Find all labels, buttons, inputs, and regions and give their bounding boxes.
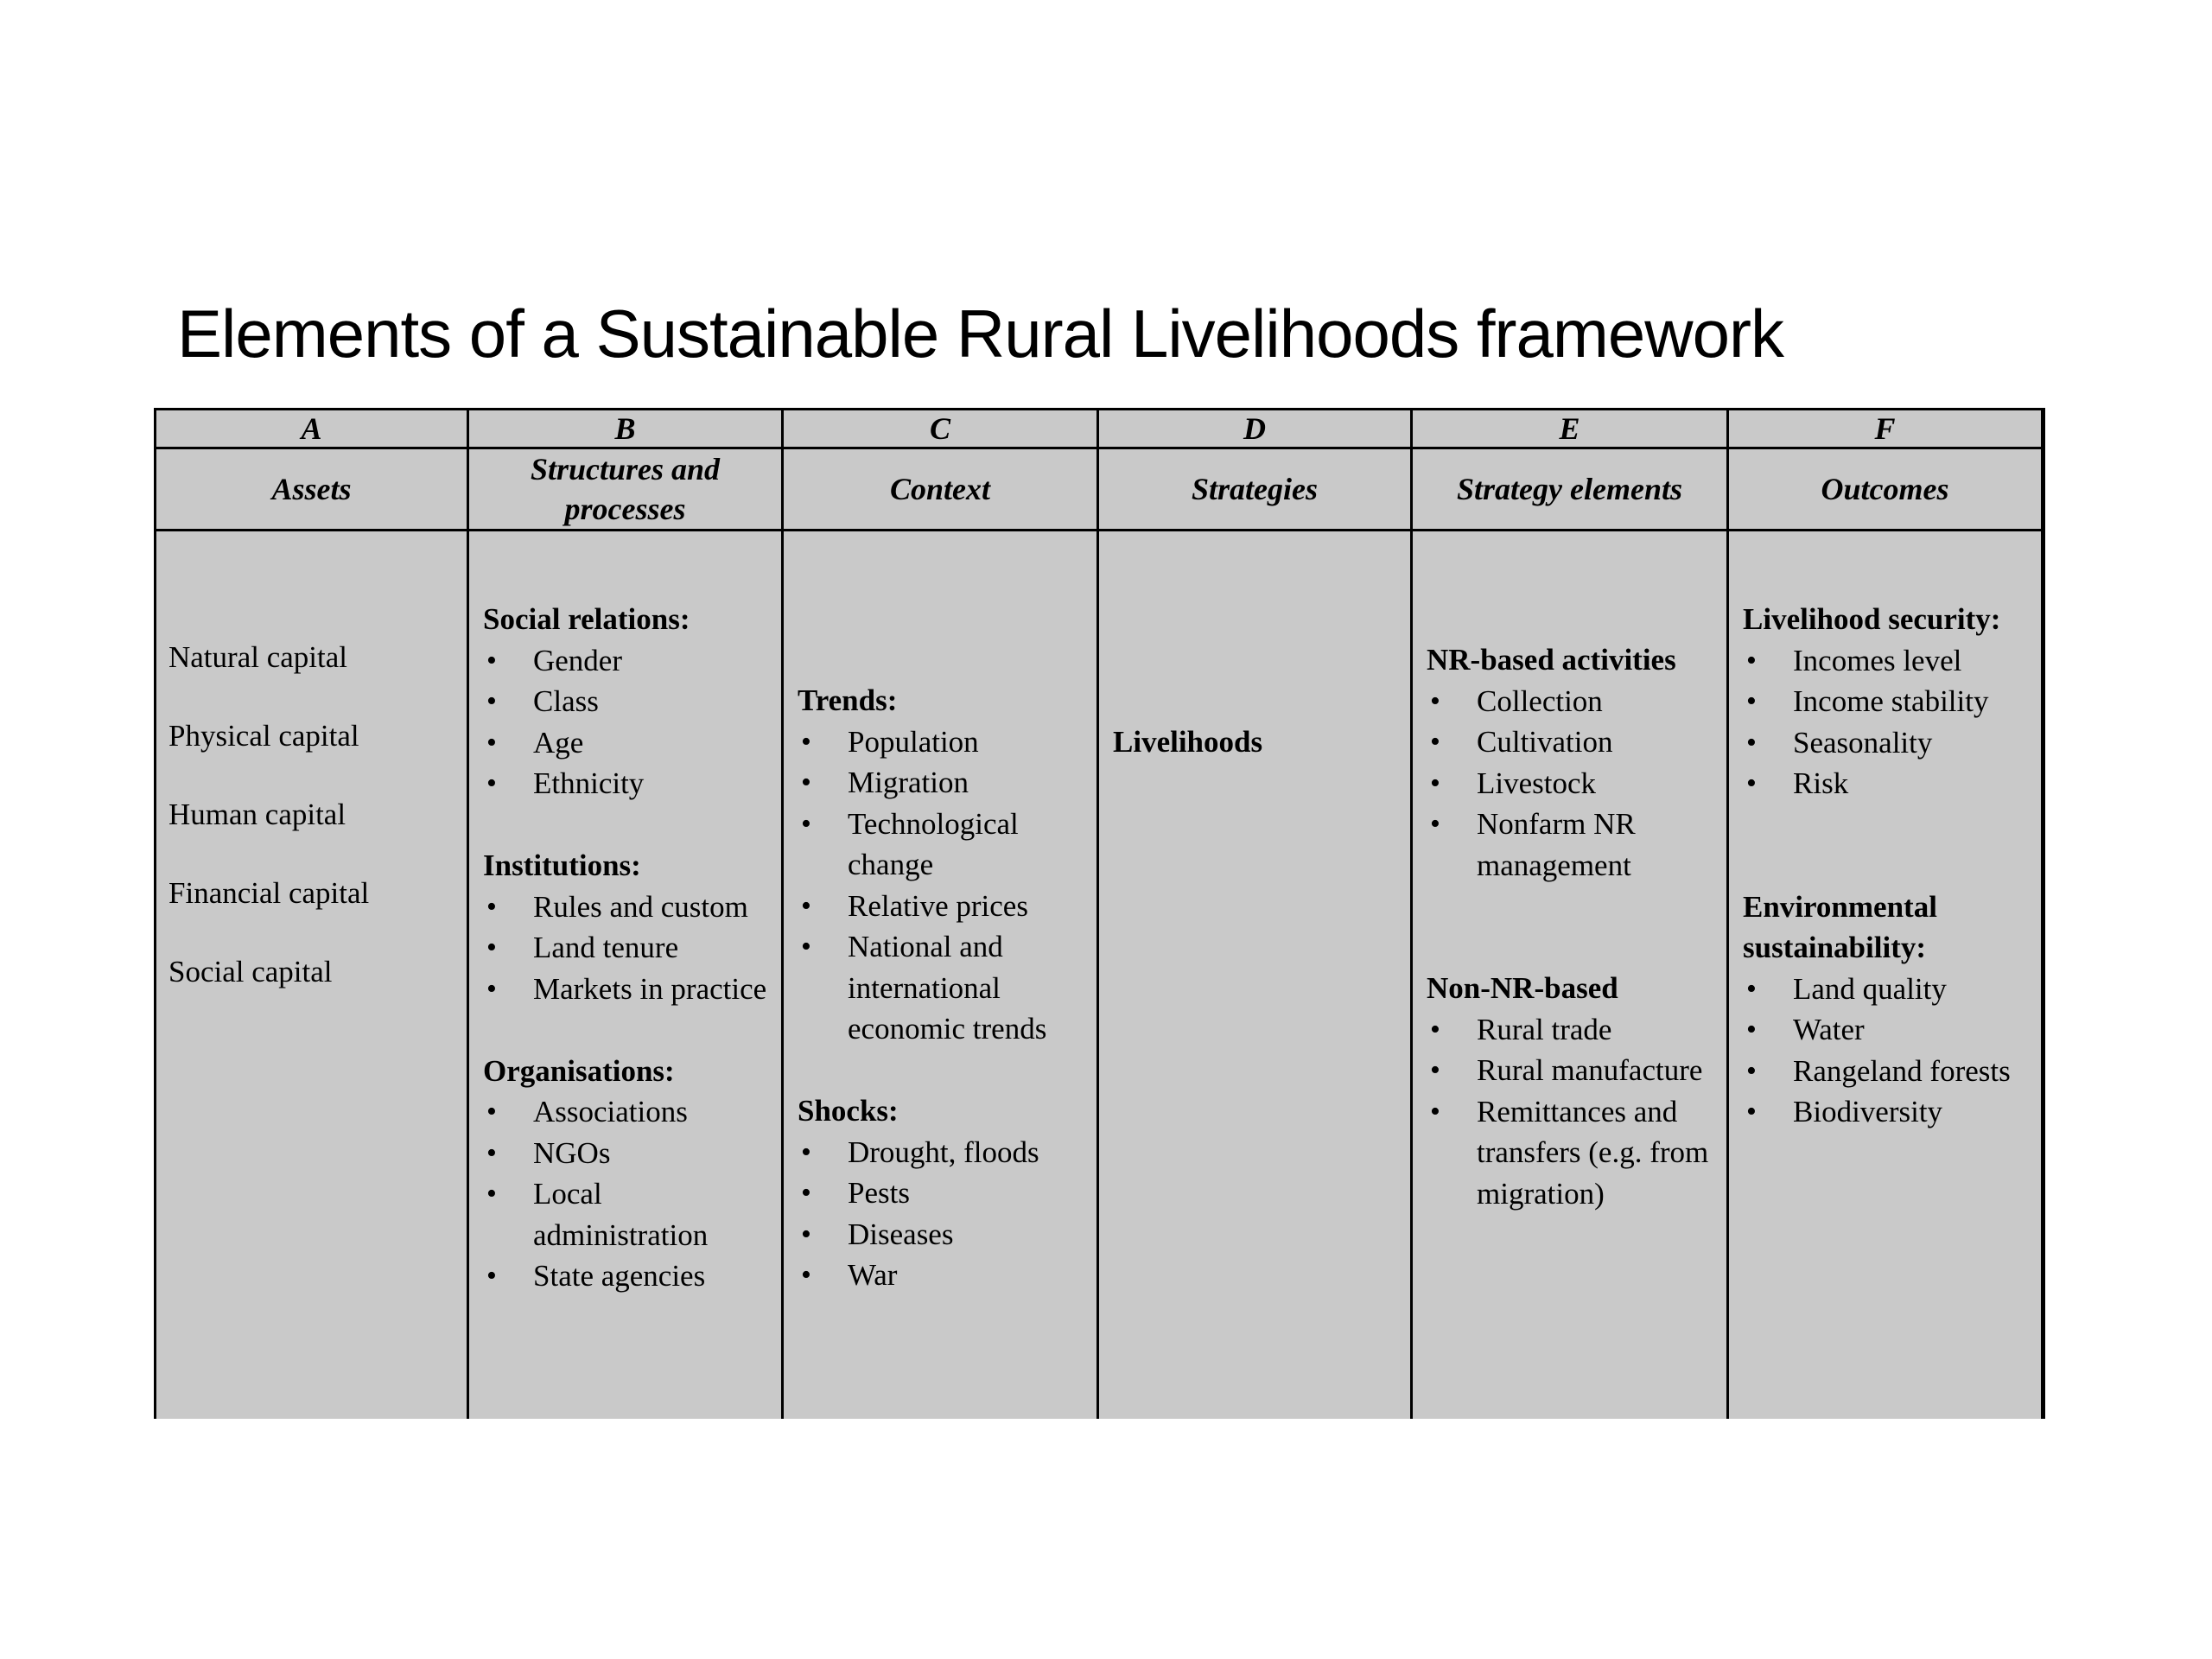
organisations-heading: Organisations: — [483, 1053, 675, 1088]
list-item: • Ethnicity — [483, 763, 767, 804]
list-item: • Rangeland forests — [1743, 1051, 2027, 1092]
list-item: • Land quality — [1743, 969, 2027, 1010]
list-item: • Rural trade — [1427, 1009, 1713, 1051]
livelihoods-label: Livelihoods — [1113, 725, 1263, 759]
organisations-list — [483, 1091, 767, 1297]
non-nr-list — [1427, 1009, 1713, 1215]
asset-item: Financial capital — [168, 876, 370, 910]
list-item: • Rules and custom — [483, 887, 767, 928]
column-letter-d: D — [1098, 410, 1412, 448]
column-header-outcomes: Outcomes — [1728, 448, 2044, 531]
column-letter-b: B — [468, 410, 783, 448]
column-letter-e: E — [1412, 410, 1728, 448]
asset-item: Social capital — [168, 955, 333, 988]
assets-cell — [156, 531, 468, 1420]
framework-table — [154, 408, 2045, 1419]
list-item: • Technological change — [798, 804, 1083, 886]
list-item: • Pests — [798, 1173, 1083, 1214]
asset-item: Human capital — [168, 798, 346, 831]
list-item: • Nonfarm NR management — [1427, 804, 1713, 886]
strategies-cell — [1098, 531, 1412, 1420]
social-relations-heading: Social relations: — [483, 602, 690, 636]
assets-list — [168, 618, 453, 1011]
column-header-structures: Structures and processes — [468, 448, 783, 531]
list-item: • Water — [1743, 1009, 2027, 1051]
non-nr-heading: Non-NR-based — [1427, 971, 1618, 1005]
asset-item: Physical capital — [168, 719, 359, 753]
list-item: • Diseases — [798, 1214, 1083, 1255]
structures-cell — [468, 531, 783, 1420]
column-header-strategy-elements: Strategy elements — [1412, 448, 1728, 531]
outcomes-cell — [1728, 531, 2044, 1420]
list-item: • Gender — [483, 640, 767, 682]
context-cell — [783, 531, 1098, 1420]
list-item: • Land tenure — [483, 927, 767, 969]
list-item: • Seasonality — [1743, 722, 2027, 764]
list-item: • Relative prices — [798, 886, 1083, 927]
strategy-elements-cell — [1412, 531, 1728, 1420]
list-item: • National and international economic trends — [798, 926, 1083, 1050]
asset-item: Natural capital — [168, 640, 347, 674]
list-item: • Biodiversity — [1743, 1091, 2027, 1133]
livelihood-security-list — [1743, 640, 2027, 804]
list-item: • War — [798, 1255, 1083, 1296]
list-item: • Markets in practice — [483, 969, 767, 1010]
shocks-list — [798, 1132, 1083, 1296]
column-header-context: Context — [783, 448, 1098, 531]
list-item: • Remittances and transfers (e.g. from migration) — [1427, 1091, 1713, 1215]
slide-title: Elements of a Sustainable Rural Livelihoods framework — [177, 296, 1783, 372]
list-item: • Associations — [483, 1091, 767, 1133]
column-letter-c: C — [783, 410, 1098, 448]
list-item: • Collection — [1427, 681, 1713, 722]
list-item: • Risk — [1743, 763, 2027, 804]
institutions-list — [483, 887, 767, 1010]
institutions-heading: Institutions: — [483, 849, 641, 882]
list-item: • NGOs — [483, 1133, 767, 1174]
column-header-strategies: Strategies — [1098, 448, 1412, 531]
column-letter-f: F — [1728, 410, 2044, 448]
environmental-sustainability-heading: Environmental sustainability: — [1743, 889, 1937, 964]
list-item: • Income stability — [1743, 681, 2027, 722]
list-item: • Incomes level — [1743, 640, 2027, 682]
list-item: • Drought, floods — [798, 1132, 1083, 1173]
list-item: • Local administration — [483, 1173, 767, 1255]
list-item: • Rural manufacture — [1427, 1050, 1713, 1091]
list-item: • Migration — [798, 762, 1083, 804]
shocks-heading: Shocks: — [798, 1094, 899, 1128]
column-header-assets: Assets — [156, 448, 468, 531]
list-item: • Cultivation — [1427, 721, 1713, 763]
nr-activities-list — [1427, 681, 1713, 887]
nr-activities-heading: NR-based activities — [1427, 643, 1676, 677]
column-header-row — [156, 448, 2044, 531]
livelihood-security-heading: Livelihood security: — [1743, 602, 2001, 636]
list-item: • Livestock — [1427, 763, 1713, 804]
list-item: • Population — [798, 721, 1083, 763]
table-body-row — [156, 531, 2044, 1420]
column-letter-row — [156, 410, 2044, 448]
trends-list — [798, 721, 1083, 1050]
list-item: • Class — [483, 681, 767, 722]
list-item: • Age — [483, 722, 767, 764]
column-letter-a: A — [156, 410, 468, 448]
list-item: • State agencies — [483, 1255, 767, 1297]
trends-heading: Trends: — [798, 683, 898, 717]
social-relations-list — [483, 640, 767, 804]
environmental-sustainability-list — [1743, 969, 2027, 1133]
